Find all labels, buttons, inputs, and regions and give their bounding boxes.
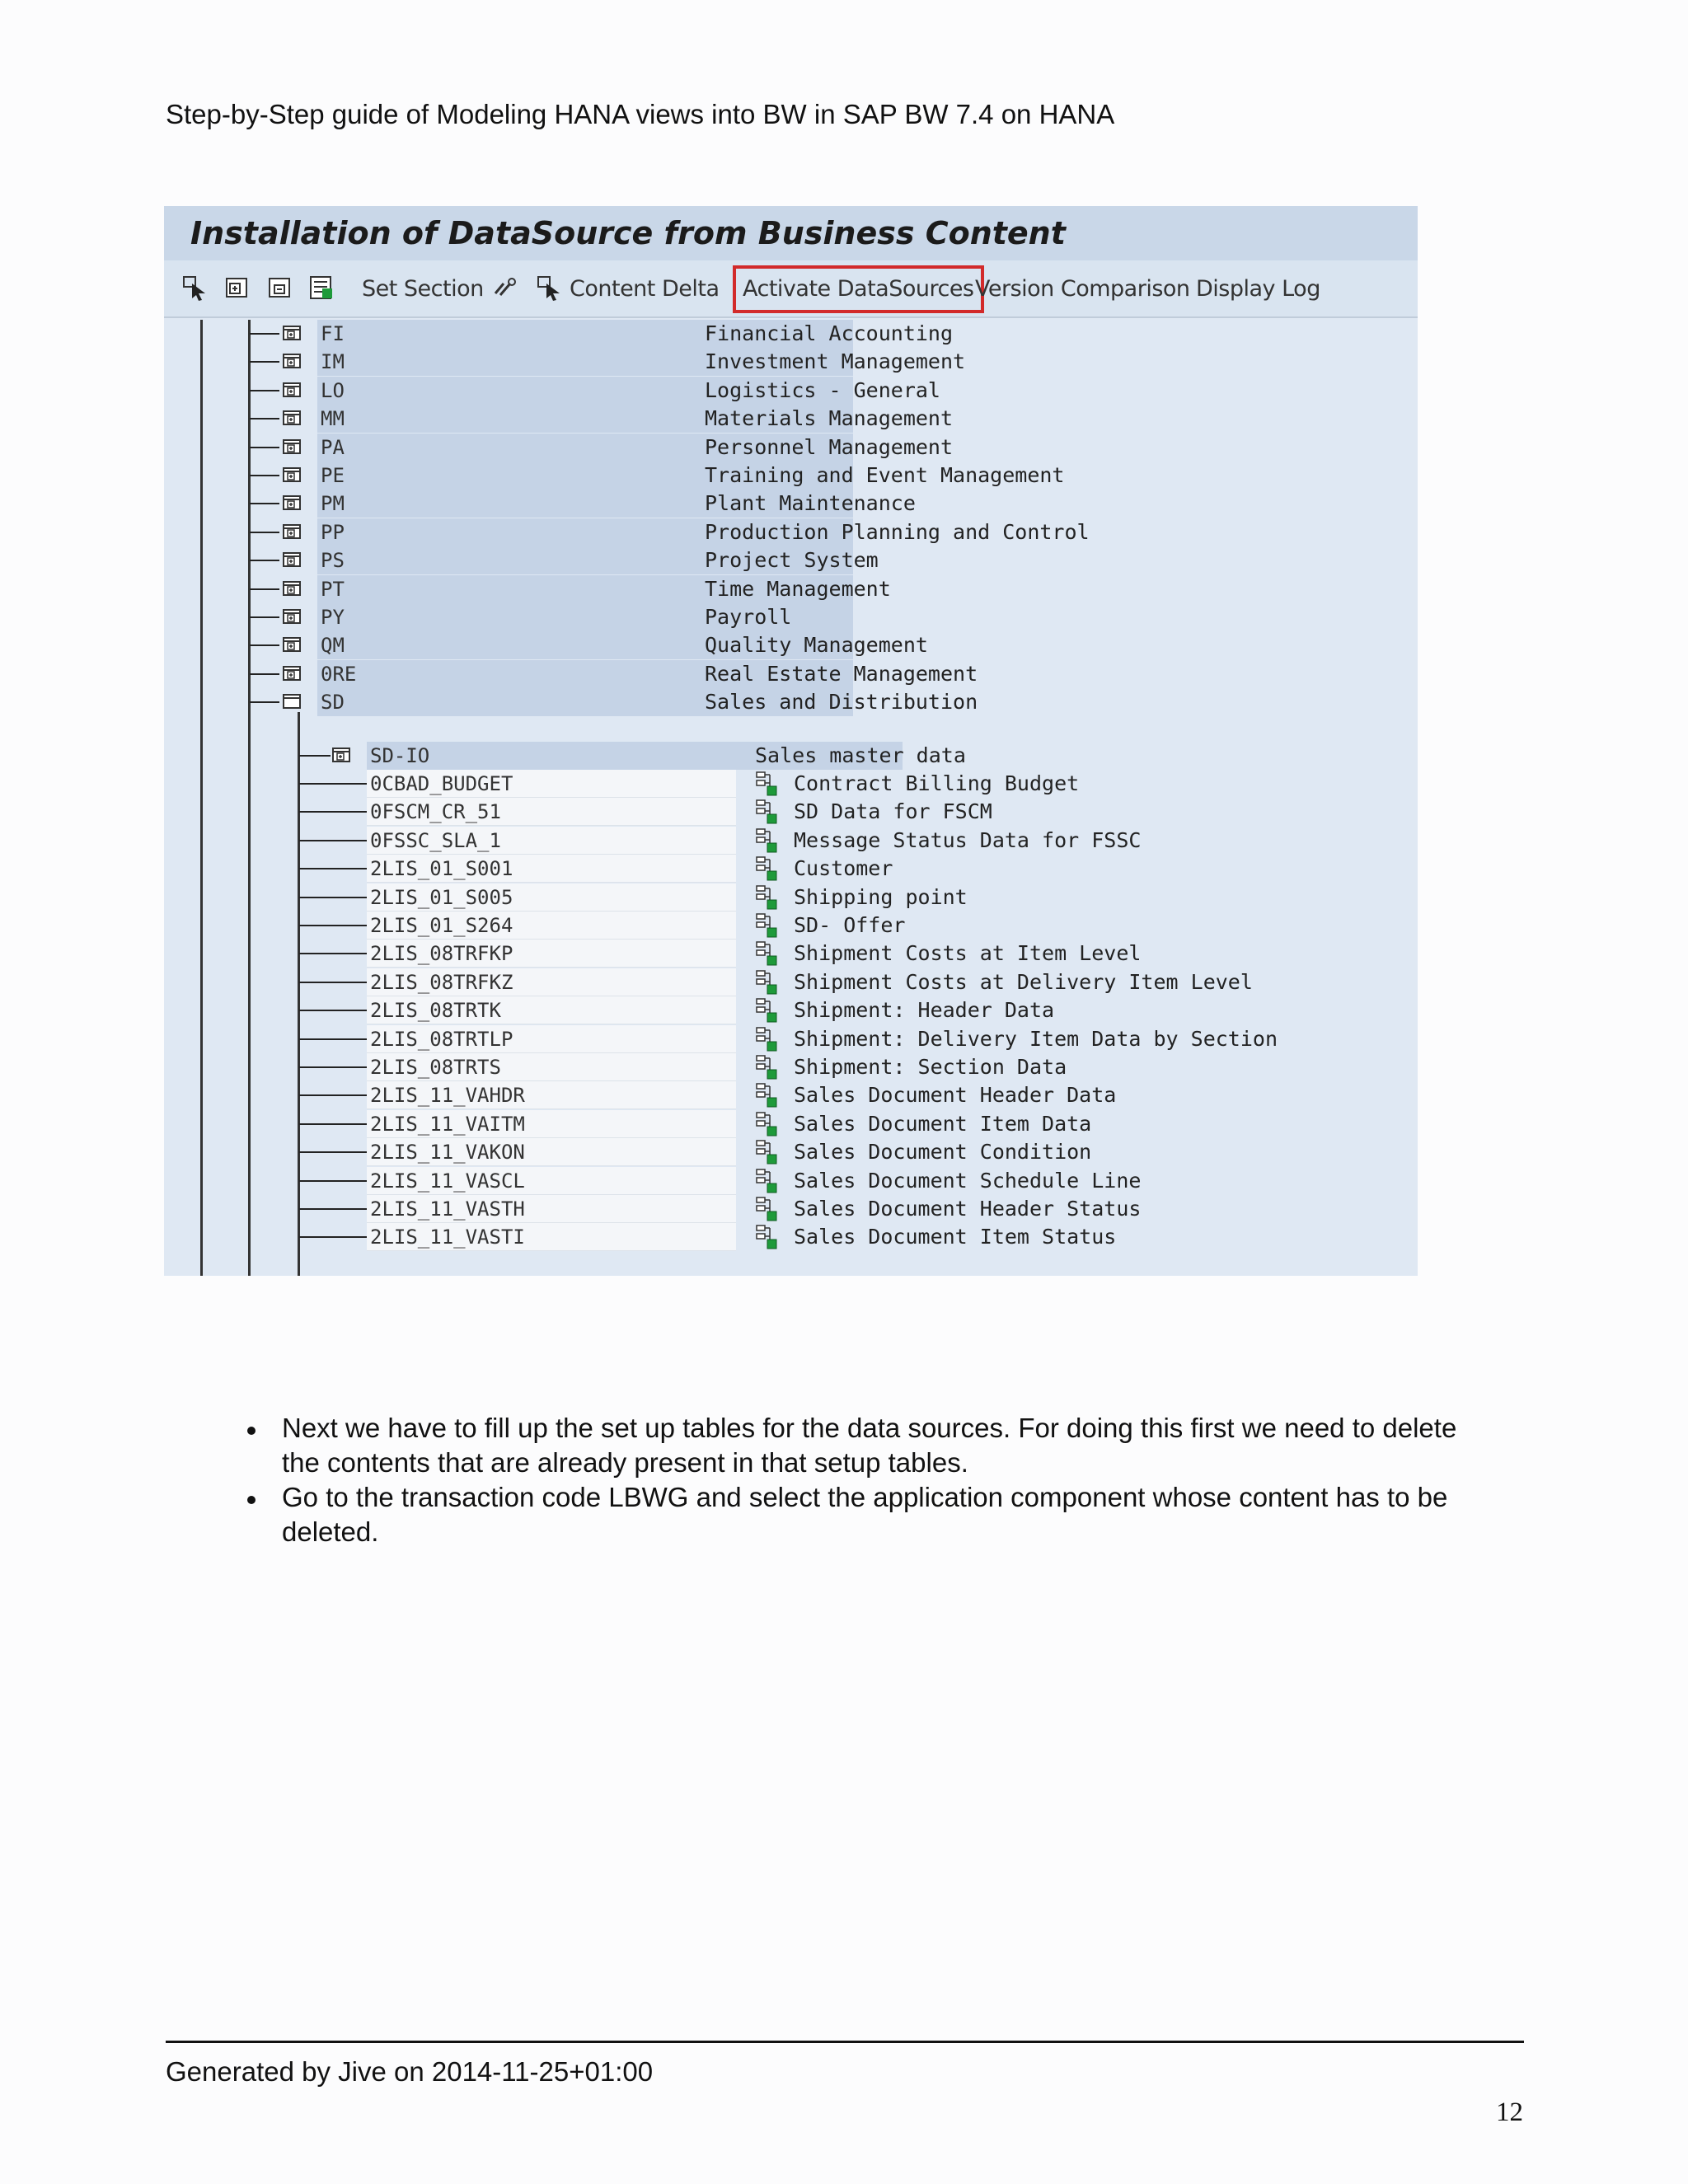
node-code[interactable]: 2LIS_11_VASCL [367,1167,736,1195]
folder-closed-icon[interactable] [282,635,302,654]
tree-row[interactable] [164,1081,1418,1109]
tree-row[interactable] [164,603,1418,631]
collapse-all-icon[interactable] [268,275,294,302]
tree-branch-line [299,1236,367,1238]
node-code[interactable]: 2LIS_08TRFKZ [367,968,736,996]
tree-branch-line [250,503,279,504]
tree-branch-line [250,673,279,675]
tree-branch-line [299,1010,367,1011]
tree-row[interactable] [164,1053,1418,1081]
tree-branch-line [250,418,279,419]
node-code[interactable]: 2LIS_11_VASTI [367,1223,736,1251]
tree-branch-line [299,840,367,841]
node-description: Financial Accounting [705,321,954,345]
datasource-icon [756,1197,777,1221]
tree-branch-line [299,1123,367,1125]
list-item-text: Next we have to fill up the set up tables for the data sources. For doing this first we need to delete the contents that are already present in that setup tables. [282,1413,1457,1478]
datasource-icon [756,1225,777,1249]
datasource-icon [756,941,777,966]
list-item-text: Go to the transaction code LBWG and select the application component whose content has to be deleted. [282,1482,1448,1547]
tree-row[interactable] [164,940,1418,968]
tree-row[interactable] [164,688,1418,716]
tree-row[interactable] [164,968,1418,996]
node-code[interactable]: PS [317,546,853,574]
tree-row[interactable] [164,575,1418,603]
content-delta-icon[interactable] [537,275,563,302]
node-description: Shipping point [794,884,968,909]
node-description: Sales Document Header Status [794,1197,1142,1221]
datasource-icon [756,885,777,910]
node-description: Project System [705,548,879,573]
tree-branch-line [250,333,279,335]
tree-row[interactable] [164,320,1418,348]
activate-datasources-button[interactable]: Activate DataSources [733,265,984,313]
node-description: SD Data for FSCM [794,799,992,824]
node-description: Sales Document Condition [794,1140,1092,1165]
tree-branch-line [299,953,367,954]
datasource-icon [756,828,777,853]
tree-row[interactable] [164,798,1418,826]
select-icon[interactable] [182,275,209,302]
folder-closed-icon[interactable] [282,408,302,428]
tree-row[interactable] [164,377,1418,405]
node-description: Customer [794,856,893,881]
datasource-icon [756,998,777,1023]
tree-row[interactable] [164,1110,1418,1138]
tree-row[interactable] [164,434,1418,462]
tree-branch-line [299,755,331,757]
node-code[interactable]: 2LIS_08TRTLP [367,1025,736,1053]
node-description: Sales master data [755,743,966,767]
node-description: Shipment: Section Data [794,1055,1067,1079]
node-description: Message Status Data for FSSC [794,827,1142,852]
tree-row[interactable] [164,660,1418,688]
tree-row[interactable] [164,462,1418,490]
tree-row[interactable] [164,770,1418,798]
folder-closed-icon[interactable] [282,550,302,569]
node-code[interactable]: PY [317,603,853,631]
node-code[interactable]: MM [317,405,853,433]
tree-branch-line [250,560,279,561]
node-code[interactable]: 2LIS_11_VAHDR [367,1081,736,1109]
datasource-icon [756,1112,777,1137]
node-code[interactable]: IM [317,348,853,376]
folder-closed-icon[interactable] [282,437,302,457]
tree-row[interactable] [164,1167,1418,1195]
tree-row[interactable] [164,1195,1418,1223]
document-header: Step-by-Step guide of Modeling HANA views into BW in SAP BW 7.4 on HANA [166,99,1115,129]
sap-screenshot [164,206,1418,1276]
tree-branch-line [299,1180,367,1182]
node-code[interactable]: 2LIS_11_VAITM [367,1110,736,1138]
node-description: SD- Offer [794,913,906,937]
tree-row[interactable] [164,912,1418,940]
node-description: Shipment Costs at Item Level [794,941,1142,966]
set-section-button[interactable]: Set Section [362,276,484,302]
tree-branch-line [250,361,279,363]
node-code[interactable]: 0CBAD_BUDGET [367,770,736,798]
node-code[interactable]: SD-IO [367,742,903,770]
datasource-icon [756,1083,777,1108]
tree-branch-line [299,982,367,983]
node-code[interactable]: PP [317,518,853,546]
tree-branch-line [299,811,367,813]
tree-branch-line [250,644,279,646]
node-description: Personnel Management [705,434,954,459]
folder-closed-icon[interactable] [282,493,302,513]
instruction-list [239,1411,1492,1549]
folder-closed-icon[interactable] [331,745,351,765]
node-code[interactable]: 2LIS_08TRTS [367,1053,736,1081]
datasource-icon [756,771,777,796]
tree-branch-line [299,1038,367,1040]
node-code[interactable]: 0RE [317,660,853,688]
tree-row[interactable] [164,1223,1418,1251]
node-description: Shipment: Header Data [794,998,1055,1023]
folder-closed-icon[interactable] [282,522,302,541]
tree-branch-line [299,868,367,869]
node-description: Quality Management [705,633,928,658]
tree-row[interactable] [164,883,1418,912]
node-description: Time Management [705,576,891,601]
folder-closed-icon[interactable] [282,663,302,683]
grouping-icon[interactable] [309,275,335,302]
tree-row[interactable] [164,518,1418,546]
node-description: Shipment: Delivery Item Data by Section [794,1026,1278,1051]
node-description: Sales Document Schedule Line [794,1168,1142,1193]
folder-closed-icon[interactable] [282,351,302,371]
tree-branch-line [250,475,279,476]
folder-closed-icon[interactable] [282,579,302,598]
datasource-icon [756,1055,777,1080]
node-code[interactable]: 0FSSC_SLA_1 [367,827,736,855]
folder-closed-icon[interactable] [282,465,302,485]
node-code[interactable]: SD [317,688,853,716]
tree-row[interactable] [164,631,1418,659]
datasource-icon [756,856,777,881]
component-tree [164,320,1418,1276]
tree-branch-line [299,897,367,898]
folder-open-icon[interactable] [282,691,302,711]
node-description: Sales Document Header Data [794,1083,1117,1108]
tree-branch-line [299,1066,367,1068]
node-description: Training and Event Management [705,463,1065,487]
node-code[interactable]: 2LIS_01_S001 [367,855,736,883]
link-icon[interactable] [492,275,518,302]
node-description: Plant Maintenance [705,491,916,516]
datasource-icon [756,1140,777,1165]
folder-closed-icon[interactable] [282,323,302,343]
tree-branch-line [250,447,279,448]
tree-branch-line [250,390,279,391]
tree-row[interactable] [164,348,1418,376]
tree-branch-line [299,783,367,785]
display-log-button[interactable]: Display Log [1196,276,1320,302]
screen-title: Installation of DataSource from Business Content [164,206,1418,260]
tree-branch-line [250,588,279,590]
tree-row[interactable] [164,490,1418,518]
node-code[interactable]: 2LIS_01_S005 [367,883,736,912]
folder-closed-icon[interactable] [282,380,302,400]
node-code[interactable]: 0FSCM_CR_51 [367,798,736,826]
node-description: Shipment Costs at Delivery Item Level [794,969,1253,994]
node-code[interactable]: 2LIS_01_S264 [367,912,736,940]
node-description: Logistics - General [705,377,940,402]
datasource-icon [756,913,777,938]
list-item [239,1411,1492,1480]
folder-closed-icon[interactable] [282,607,302,626]
tree-row[interactable] [164,996,1418,1024]
bullet-icon [247,1427,256,1435]
tree-branch-line [299,1208,367,1210]
page-number: 12 [1496,2097,1523,2127]
tree-branch-line [250,701,279,703]
node-description: Investment Management [705,349,966,374]
node-code[interactable]: 2LIS_08TRFKP [367,940,736,968]
node-code[interactable]: 2LIS_11_VASTH [367,1195,736,1223]
node-code[interactable]: 2LIS_11_VAKON [367,1138,736,1166]
tree-branch-line [250,532,279,533]
expand-all-icon[interactable] [225,275,251,302]
footer-text: Generated by Jive on 2014-11-25+01:00 [166,2056,654,2087]
node-code[interactable]: LO [317,377,853,405]
tree-row[interactable] [164,546,1418,574]
node-description: Contract Billing Budget [794,771,1080,795]
node-code[interactable]: PA [317,434,853,462]
node-description: Sales Document Item Status [794,1225,1117,1249]
node-code[interactable]: QM [317,631,853,659]
tree-branch-line [299,925,367,926]
datasource-icon [756,1027,777,1052]
tree-row[interactable] [164,742,1418,770]
content-delta-button[interactable]: Content Delta [570,276,720,302]
tree-row[interactable] [164,855,1418,883]
node-description: Real Estate Management [705,661,978,686]
tree-row[interactable] [164,405,1418,433]
datasource-icon [756,799,777,824]
tree-row[interactable] [164,1138,1418,1166]
tree-branch-line [299,1094,367,1096]
node-code[interactable]: PT [317,575,853,603]
tree-row[interactable] [164,827,1418,855]
tree-branch-line [250,616,279,618]
tree-branch-line [299,1151,367,1153]
footer-divider [166,2041,1524,2043]
node-code[interactable]: PE [317,462,853,490]
node-code[interactable]: 2LIS_08TRTK [367,996,736,1024]
tree-row[interactable] [164,1025,1418,1053]
node-description: Payroll [705,605,792,629]
bullet-icon [247,1496,256,1504]
node-code[interactable]: FI [317,320,853,348]
datasource-icon [756,1169,777,1193]
node-description: Production Planning and Control [705,519,1090,544]
version-comparison-button[interactable]: Version Comparison [975,276,1190,302]
node-description: Sales and Distribution [705,690,978,715]
list-item [239,1480,1492,1549]
node-description: Sales Document Item Data [794,1111,1092,1136]
toolbar [164,260,1418,318]
node-description: Materials Management [705,406,954,431]
datasource-icon [756,970,777,995]
node-code[interactable]: PM [317,490,853,518]
